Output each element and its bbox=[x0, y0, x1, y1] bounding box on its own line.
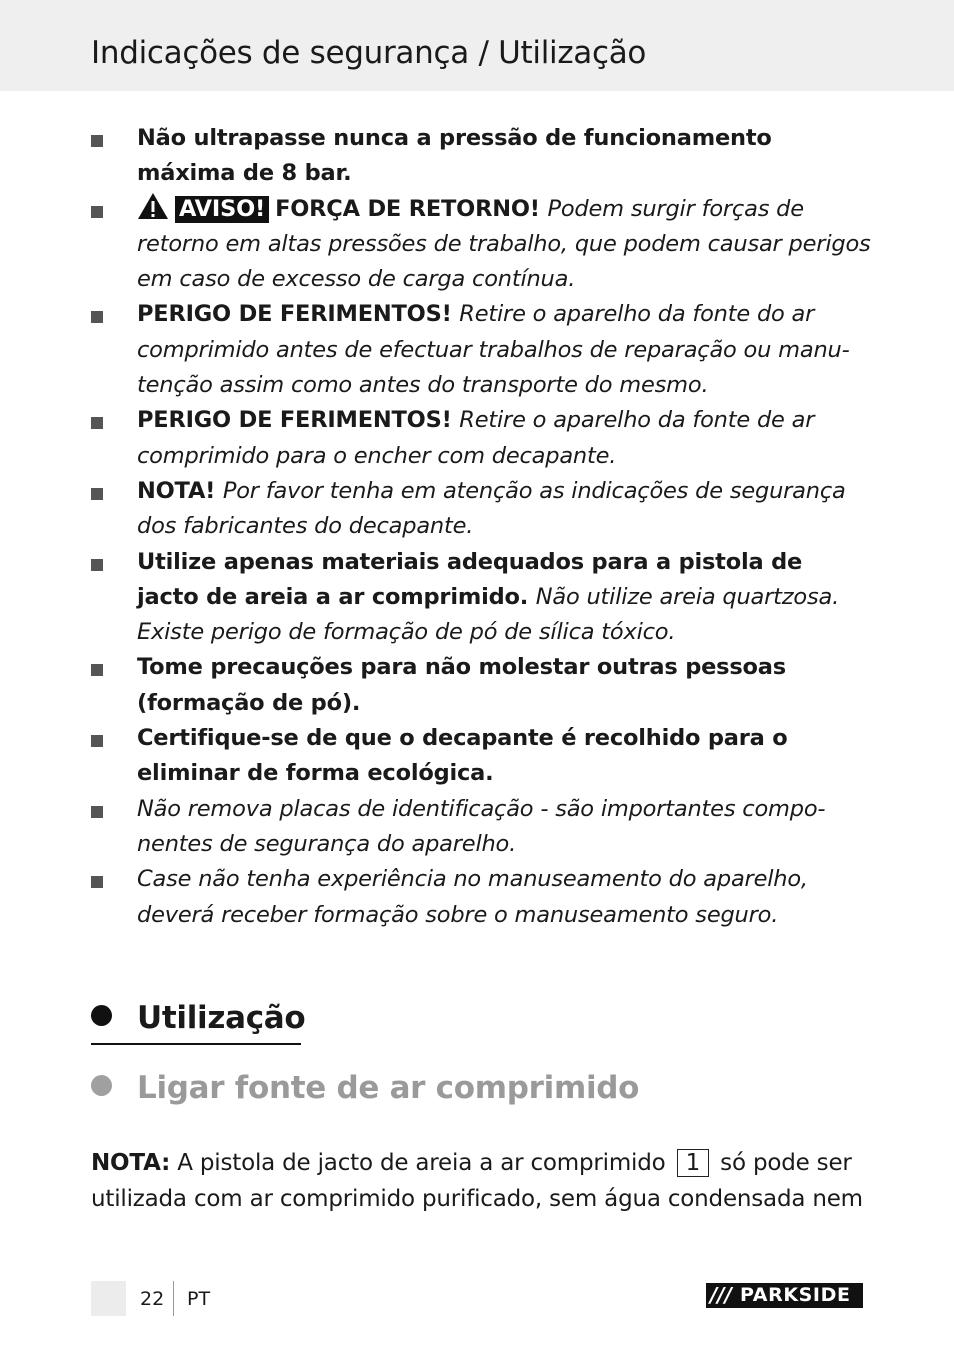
footer-box bbox=[91, 1281, 126, 1316]
aviso-label: AVISO! bbox=[175, 196, 269, 223]
list-item bbox=[91, 121, 871, 192]
item-text: Utilize apenas materiais adequados para a pistola de jacto de areia a ar comprimido. bbox=[137, 548, 803, 610]
item-text: NOTA! bbox=[137, 477, 223, 504]
bullet-square-icon bbox=[91, 417, 103, 429]
list-item bbox=[91, 721, 871, 792]
section-heading-utilizacao bbox=[91, 1000, 306, 1036]
note-paragraph bbox=[91, 1146, 871, 1217]
item-text: FORÇA DE RETORNO! bbox=[275, 195, 548, 222]
bullet-square-icon bbox=[91, 135, 103, 147]
brand-name: PARKSIDE bbox=[740, 1284, 851, 1306]
bullet-circle-icon bbox=[91, 1075, 112, 1096]
section-heading-ligar bbox=[91, 1070, 640, 1106]
item-text: Retire o aparelho da fonte do ar comprimido antes de efectuar trabalhos de reparação ou manu-tenção assim como antes do transporte do mesmo. bbox=[137, 301, 850, 399]
item-text: Por favor tenha em atenção as indicações de segurança dos fabricantes do decapante. bbox=[137, 477, 846, 540]
item-text: Retire o aparelho da fonte de ar comprimido para o encher com decapante. bbox=[137, 407, 815, 469]
section-title: Utilização bbox=[137, 1000, 306, 1036]
bullet-square-icon bbox=[91, 664, 103, 676]
bullet-square-icon bbox=[91, 806, 103, 818]
safety-list bbox=[91, 121, 871, 933]
item-text: PERIGO DE FERIMENTOS! bbox=[137, 301, 460, 328]
list-item bbox=[91, 297, 871, 403]
list-item bbox=[91, 545, 871, 651]
item-text: Tome precauções para não molestar outras pessoas (formação de pó). bbox=[137, 654, 786, 716]
brand-slashes: /// bbox=[710, 1283, 732, 1307]
section-underline bbox=[91, 1043, 301, 1045]
bullet-square-icon bbox=[91, 206, 103, 218]
item-text: Não ultrapasse nunca a pressão de funcionamento máxima de 8 bar. bbox=[137, 125, 772, 187]
list-item bbox=[91, 474, 871, 545]
page-header bbox=[0, 0, 954, 91]
language-code: PT bbox=[187, 1288, 211, 1310]
section-title: Ligar fonte de ar comprimido bbox=[137, 1070, 640, 1106]
page-number: 22 bbox=[140, 1288, 165, 1310]
list-item bbox=[91, 403, 871, 474]
item-text: Não utilize areia quartzosa. Existe perigo de formação de pó de sílica tóxico. bbox=[137, 583, 840, 646]
item-text: Case não tenha experiência no manuseamento do aparelho, deverá receber formação sobre o manuseamento seguro. bbox=[137, 866, 808, 928]
note-label: NOTA: bbox=[91, 1150, 171, 1176]
bullet-square-icon bbox=[91, 559, 103, 571]
part-reference-box: 1 bbox=[677, 1149, 709, 1177]
bullet-circle-icon bbox=[91, 1005, 112, 1026]
bullet-square-icon bbox=[91, 488, 103, 500]
list-item bbox=[91, 192, 871, 298]
bullet-square-icon bbox=[91, 735, 103, 747]
item-text: Não remova placas de identificação - são importantes compo-nentes de segurança do aparelho. bbox=[137, 795, 826, 857]
bullet-square-icon bbox=[91, 876, 103, 888]
warning-triangle-icon bbox=[137, 192, 169, 220]
brand-logo bbox=[706, 1283, 863, 1308]
list-item bbox=[91, 792, 871, 863]
item-text: PERIGO DE FERIMENTOS! bbox=[137, 407, 460, 434]
page-title: Indicações de segurança / Utilização bbox=[91, 35, 647, 71]
note-text: só pode ser utilizada com ar comprimido purificado, sem água condensada nem bbox=[91, 1150, 863, 1212]
item-text: Podem surgir forças de retorno em altas pressões de trabalho, que podem causar perigos em caso de excesso de carga contínua. bbox=[137, 195, 871, 293]
item-text: Certifique-se de que o decapante é recolhido para o eliminar de forma ecológica. bbox=[137, 725, 788, 787]
note-text: A pistola de jacto de areia a ar comprimido bbox=[170, 1150, 673, 1176]
list-item bbox=[91, 650, 871, 721]
footer-divider bbox=[173, 1281, 174, 1316]
list-item bbox=[91, 862, 871, 933]
bullet-square-icon bbox=[91, 311, 103, 323]
